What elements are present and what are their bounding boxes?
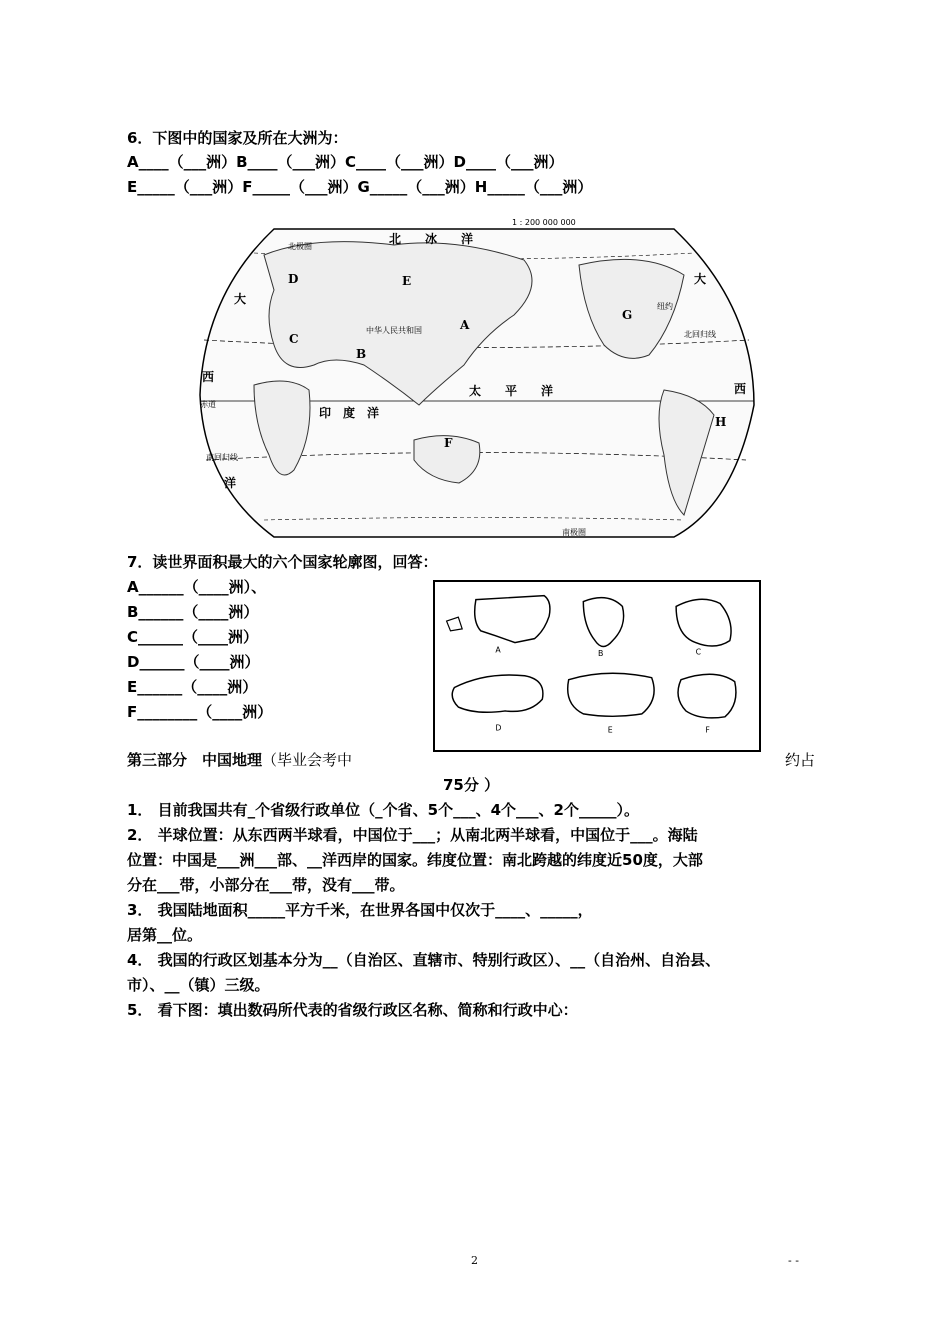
- map-label-atlantic-left2: 西: [202, 370, 215, 384]
- fig-label-d: D: [495, 723, 502, 733]
- fig-label-f: F: [705, 725, 710, 735]
- part3-paren: （毕业会考中: [262, 751, 353, 769]
- fig-label-c: C: [695, 647, 702, 657]
- map-label-arctic-circle: 北极圈: [288, 242, 312, 251]
- q6-title: 6．下图中的国家及所在大洲为：: [127, 129, 348, 147]
- q3-line2: 居第__位。: [127, 926, 203, 944]
- map-letter-b: B: [356, 347, 367, 361]
- footer-dash: - -: [788, 1254, 799, 1267]
- q6-row1: A____（___洲）B____（___洲）C____（___洲）D____（___洲）: [127, 153, 564, 171]
- six-countries-figure: [433, 580, 761, 752]
- q6-row2: E_____（___洲）F_____（___洲）G_____（___洲）H_____（___洲）: [127, 178, 593, 196]
- q7-item-b: B______（____洲）: [127, 603, 259, 621]
- part3-tail: 约占: [785, 751, 816, 769]
- page-number: 2: [471, 1254, 478, 1267]
- map-label-arctic: 北 冰 洋: [389, 232, 474, 246]
- map-label-indian: 印 度 洋: [319, 406, 380, 420]
- map-label-atlantic-right2: 西: [734, 382, 747, 396]
- map-label-atlantic-right1: 大: [694, 272, 707, 286]
- map-letter-f: F: [444, 436, 453, 450]
- map-label-equator: 赤道: [200, 400, 216, 409]
- map-letter-c: C: [289, 332, 299, 346]
- q7-item-f: F________（____洲）: [127, 703, 273, 721]
- q4-line2: 市）、__（镇）三级。: [127, 976, 270, 994]
- map-letter-g: G: [622, 308, 633, 322]
- part3-heading-line: [127, 750, 352, 770]
- map-label-tropic-capricorn: 南回归线: [206, 453, 238, 462]
- map-scale: 1 : 200 000 000: [512, 218, 576, 227]
- q7-item-e: E______（____洲）: [127, 678, 258, 696]
- q2-line2: 位置：中国是___洲___部、__洋西岸的国家。纬度位置：南北跨越的纬度近50度，大部: [127, 851, 703, 869]
- map-letter-a: A: [460, 318, 470, 332]
- q3-line1: 3． 我国陆地面积_____平方千米，在世界各国中仅次于____、_____，: [127, 901, 593, 919]
- map-letter-e: E: [402, 274, 412, 288]
- world-map: [194, 215, 760, 543]
- q2-line1: 2． 半球位置：从东西两半球看，中国位于___；从南北两半球看，中国位于___。海陆: [127, 826, 698, 844]
- q4-line1: 4． 我国的行政区划基本分为__（自治区、直辖市、特别行政区）、__（自治州、自治县、: [127, 951, 721, 969]
- fig-label-b: B: [597, 649, 604, 659]
- fig-label-a: A: [495, 645, 501, 655]
- part3-tail2: 75分 ）: [443, 776, 500, 794]
- map-label-tropic-cancer: 北回归线: [684, 330, 716, 339]
- map-label-pacific: 太 平 洋: [469, 384, 554, 398]
- part3-heading: 第三部分 中国地理: [127, 751, 263, 769]
- q5: 5． 看下图：填出数码所代表的省级行政区名称、简称和行政中心：: [127, 1001, 578, 1019]
- q7-title: 7．读世界面积最大的六个国家轮廓图，回答：: [127, 553, 438, 571]
- map-label-newyork: 纽约: [657, 302, 673, 311]
- map-label-antarctic-circle: 南极圈: [562, 528, 586, 537]
- q7-item-a: A______（____洲）、: [127, 578, 267, 596]
- q1: 1． 目前我国共有_个省级行政单位（_个省、5个___、4个___、2个_____）。: [127, 801, 639, 819]
- q7-item-d: D______（____洲）: [127, 653, 260, 671]
- map-letter-h: H: [715, 415, 727, 429]
- map-label-atlantic-left3: 洋: [224, 476, 237, 490]
- map-letter-d: D: [288, 272, 299, 286]
- q2-line3: 分在___带，小部分在___带，没有___带。: [127, 876, 405, 894]
- q7-item-c: C______（____洲）: [127, 628, 259, 646]
- map-label-atlantic-left: 大: [234, 292, 247, 306]
- fig-label-e: E: [607, 725, 613, 735]
- map-label-china: 中华人民共和国: [366, 326, 422, 335]
